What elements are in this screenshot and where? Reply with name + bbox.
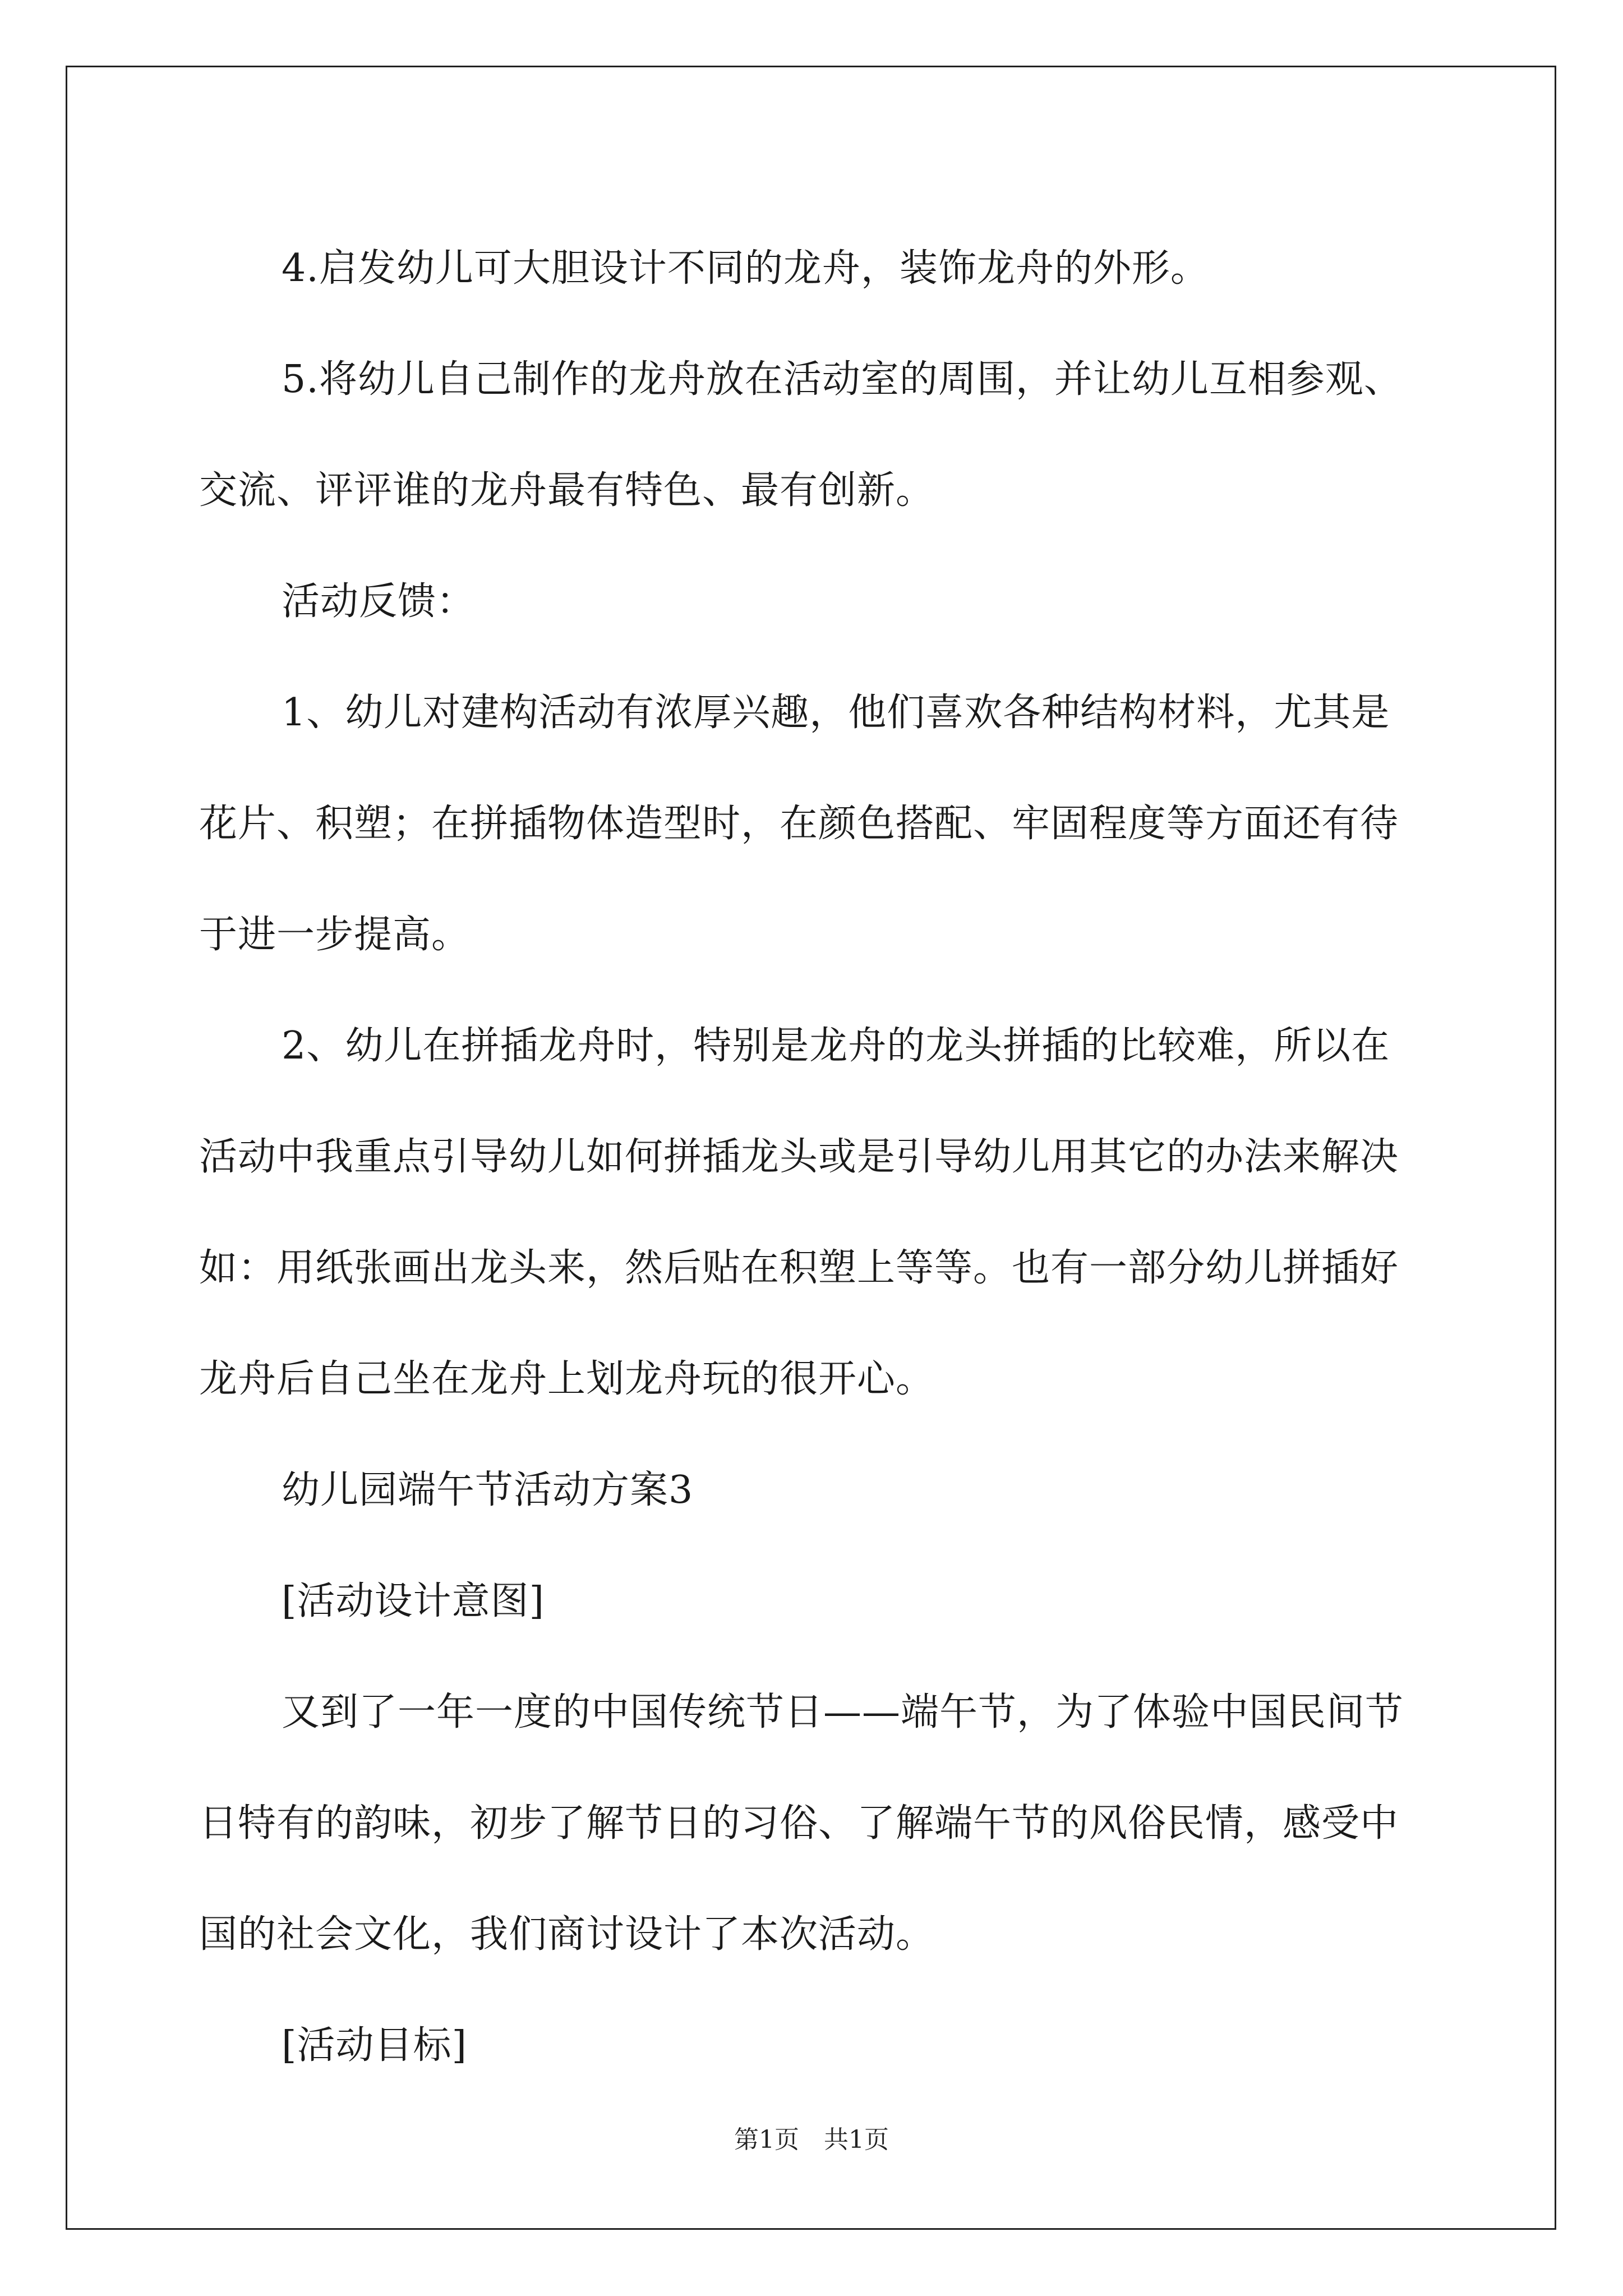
paragraph-goals-heading: [活动目标] [282,2023,468,2068]
paragraph-step-4: 4.启发幼儿可大胆设计不同的龙舟，装饰龙舟的外形。 [282,246,1209,291]
paragraph-feedback-2: 2、幼儿在拼插龙舟时，特别是龙舟的龙头拼插的比较难，所以在活动中我重点引导幼儿如何拼插龙头或是引导幼儿用其它的办法来解决如：用纸张画出龙头来，然后贴在积塑上等等。也有一部分幼儿拼插好龙舟后自己坐在龙舟上划龙舟玩的很开心。 [199,1024,1399,1401]
paragraph-design-intent: 又到了一年一度的中国传统节日——端午节，为了体验中国民间节日特有的韵味，初步了解节日的习俗、了解端午节的风俗民情，感受中国的社会文化，我们商讨设计了本次活动。 [199,1690,1404,1957]
paragraph-feedback-1: 1、幼儿对建构活动有浓厚兴趣，他们喜欢各种结构材料，尤其是花片、积塑；在拼插物体造型时，在颜色搭配、牢固程度等方面还有待于进一步提高。 [199,691,1399,957]
page-number: 第1页 [734,2125,799,2154]
page-total: 共1页 [824,2125,889,2154]
paragraph-feedback-heading: 活动反馈： [282,579,476,624]
paragraph-plan-title: 幼儿园端午节活动方案3 [282,1468,694,1512]
paragraph-design-intent-heading: [活动设计意图] [282,1579,545,1623]
paragraph-step-5: 5.将幼儿自己制作的龙舟放在活动室的周围，并让幼儿互相参观、交流、评评谁的龙舟最有特色、最有创新。 [199,357,1403,513]
page-footer [0,2123,1623,2157]
document-body [199,213,1427,2101]
